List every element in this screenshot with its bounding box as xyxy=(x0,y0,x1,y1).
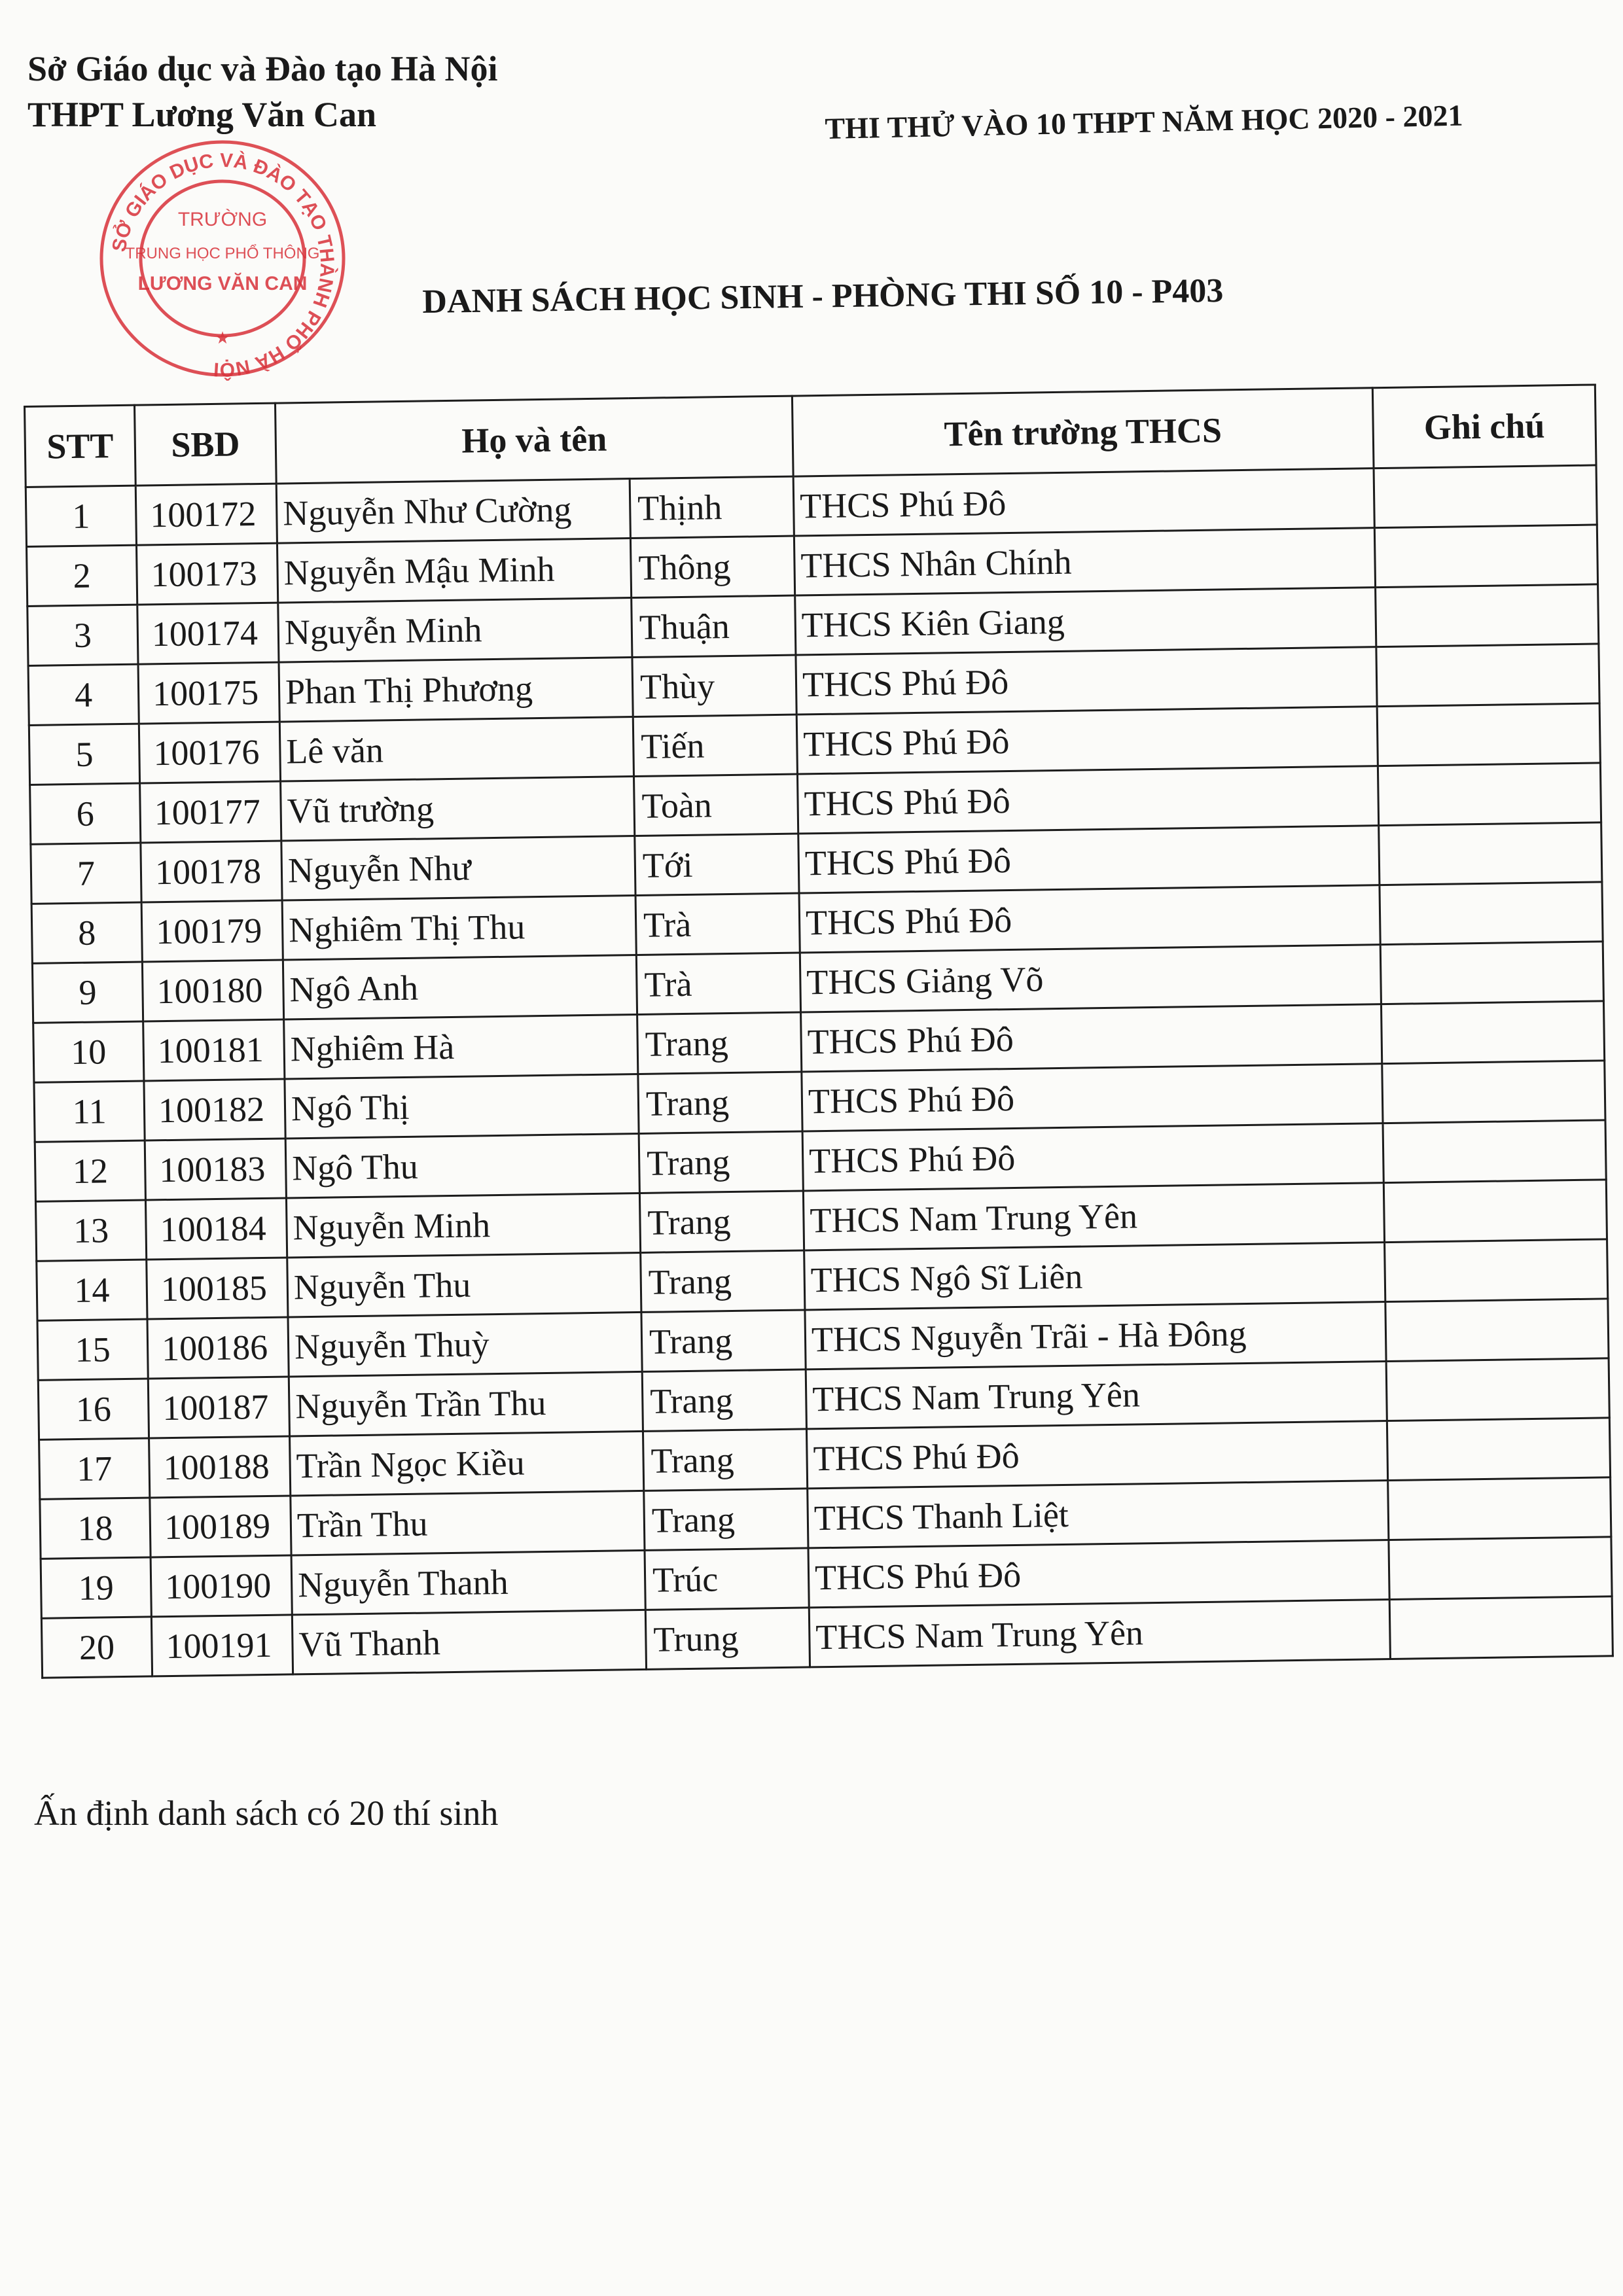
cell-stt: 14 xyxy=(37,1260,147,1320)
cell-last-name: Trà xyxy=(636,953,800,1014)
cell-note xyxy=(1383,1120,1606,1183)
cell-sbd: 100186 xyxy=(147,1317,289,1379)
cell-stt: 10 xyxy=(33,1021,144,1082)
cell-note xyxy=(1378,763,1601,826)
header-left xyxy=(27,46,497,137)
school-stamp xyxy=(85,128,360,389)
cell-stt: 13 xyxy=(35,1200,146,1261)
cell-stt: 4 xyxy=(28,664,139,725)
cell-school: THCS Phú Đô xyxy=(801,1004,1382,1072)
header-stt: STT xyxy=(25,405,136,487)
cell-note xyxy=(1389,1597,1613,1659)
cell-first-name: Phan Thị Phương xyxy=(279,658,633,722)
cell-school: THCS Kiên Giang xyxy=(795,588,1376,655)
header-note: Ghi chú xyxy=(1372,385,1596,468)
cell-last-name: Trang xyxy=(641,1310,806,1371)
cell-stt: 12 xyxy=(35,1140,145,1201)
cell-sbd: 100173 xyxy=(136,543,277,605)
cell-note xyxy=(1385,1239,1608,1302)
cell-stt: 19 xyxy=(41,1557,151,1618)
cell-first-name: Nghiêm Thị Thu xyxy=(282,896,636,961)
cell-first-name: Nguyễn Trần Thu xyxy=(289,1371,643,1436)
cell-note xyxy=(1374,465,1597,528)
cell-school: THCS Phú Đô xyxy=(799,885,1380,953)
cell-sbd: 100183 xyxy=(145,1139,286,1200)
cell-school: THCS Nam Trung Yên xyxy=(806,1362,1387,1429)
cell-sbd: 100189 xyxy=(150,1496,291,1557)
stamp-line-1: TRƯỜNG xyxy=(177,209,268,230)
cell-stt: 15 xyxy=(37,1319,148,1380)
cell-sbd: 100179 xyxy=(141,900,283,962)
cell-last-name: Trung xyxy=(645,1608,810,1669)
cell-first-name: Nghiêm Hà xyxy=(284,1015,638,1080)
cell-note xyxy=(1376,644,1599,707)
table-body xyxy=(26,465,1613,1678)
cell-first-name: Nguyễn Thuỳ xyxy=(288,1312,642,1377)
cell-stt: 7 xyxy=(31,843,141,904)
cell-last-name: Trang xyxy=(644,1489,808,1550)
cell-last-name: Thông xyxy=(630,536,794,597)
cell-school: THCS Thanh Liệt xyxy=(808,1481,1389,1548)
cell-first-name: Nguyễn Minh xyxy=(286,1193,640,1258)
cell-first-name: Trần Thu xyxy=(291,1491,645,1555)
cell-school: THCS Phú Đô xyxy=(806,1421,1387,1489)
cell-stt: 3 xyxy=(27,605,138,665)
cell-sbd: 100187 xyxy=(148,1377,289,1438)
cell-stt: 11 xyxy=(34,1081,145,1142)
cell-school: THCS Nguyễn Trãi - Hà Đông xyxy=(805,1302,1386,1369)
footer-note: Ấn định danh sách có 20 thí sinh xyxy=(34,1793,499,1833)
cell-first-name: Nguyễn Thu xyxy=(287,1252,641,1317)
cell-note xyxy=(1374,525,1597,588)
cell-sbd: 100175 xyxy=(138,662,279,724)
cell-sbd: 100185 xyxy=(147,1258,288,1319)
cell-note xyxy=(1379,822,1602,885)
cell-sbd: 100191 xyxy=(151,1615,293,1676)
cell-sbd: 100182 xyxy=(144,1079,285,1140)
department-name: Sở Giáo dục và Đào tạo Hà Nội xyxy=(27,49,498,88)
cell-note xyxy=(1380,942,1603,1004)
cell-sbd: 100180 xyxy=(142,960,283,1021)
stamp-star-icon: ★ xyxy=(215,328,230,347)
cell-first-name: Ngô Anh xyxy=(283,955,637,1020)
cell-stt: 9 xyxy=(32,962,143,1023)
cell-sbd: 100184 xyxy=(145,1198,287,1260)
stamp-ring-text: SỞ GIÁO DỤC VÀ ĐÀO TẠO THÀNH PHỐ HÀ NỘI xyxy=(108,149,338,381)
cell-note xyxy=(1382,1061,1605,1123)
cell-last-name: Trang xyxy=(638,1072,802,1133)
cell-school: THCS Phú Đô xyxy=(796,647,1377,715)
header-school: Tên trường THCS xyxy=(792,388,1374,476)
cell-last-name: Tiến xyxy=(633,715,797,776)
student-table xyxy=(24,383,1614,1678)
cell-sbd: 100172 xyxy=(135,484,277,545)
cell-stt: 20 xyxy=(41,1617,152,1678)
cell-school: THCS Phú Đô xyxy=(798,826,1380,893)
cell-last-name: Trang xyxy=(637,1012,802,1074)
cell-stt: 5 xyxy=(29,724,139,785)
cell-school: THCS Phú Đô xyxy=(796,707,1378,774)
cell-last-name: Trúc xyxy=(645,1548,809,1610)
list-title: DANH SÁCH HỌC SINH - PHÒNG THI SỐ 10 - P403 xyxy=(422,272,1224,321)
cell-first-name: Nguyễn Như xyxy=(281,836,635,901)
cell-note xyxy=(1376,584,1599,647)
cell-last-name: Thuận xyxy=(632,595,796,657)
cell-sbd: 100176 xyxy=(139,722,280,783)
stamp-line-2: TRUNG HỌC PHỔ THÔNG xyxy=(125,245,320,262)
cell-note xyxy=(1380,882,1603,945)
cell-last-name: Tới xyxy=(635,834,799,895)
cell-stt: 1 xyxy=(26,486,136,546)
cell-note xyxy=(1377,703,1600,766)
cell-school: THCS Phú Đô xyxy=(808,1540,1389,1608)
cell-first-name: Nguyễn Như Cường xyxy=(276,479,630,544)
header-name: Họ và tên xyxy=(275,396,793,484)
cell-stt: 16 xyxy=(38,1379,149,1439)
cell-school: THCS Ngô Sĩ Liên xyxy=(804,1243,1385,1310)
cell-note xyxy=(1383,1180,1607,1243)
cell-note xyxy=(1387,1418,1610,1481)
cell-note xyxy=(1389,1537,1612,1600)
cell-first-name: Ngô Thu xyxy=(285,1133,639,1198)
cell-first-name: Lê văn xyxy=(279,717,633,782)
cell-note xyxy=(1381,1001,1604,1064)
cell-first-name: Vũ trường xyxy=(281,777,635,841)
school-name: THPT Lương Văn Can xyxy=(27,95,376,134)
cell-first-name: Ngô Thị xyxy=(285,1074,639,1139)
header-sbd: SBD xyxy=(135,403,277,486)
cell-first-name: Nguyễn Mậu Minh xyxy=(277,539,631,603)
cell-stt: 18 xyxy=(40,1498,151,1559)
cell-school: THCS Phú Đô xyxy=(793,468,1374,536)
cell-stt: 8 xyxy=(31,902,142,963)
cell-stt: 2 xyxy=(27,545,137,606)
cell-note xyxy=(1385,1299,1609,1362)
cell-last-name: Thùy xyxy=(632,655,796,716)
cell-school: THCS Phú Đô xyxy=(797,766,1378,834)
cell-sbd: 100177 xyxy=(140,781,281,843)
cell-stt: 6 xyxy=(30,783,141,844)
cell-sbd: 100178 xyxy=(141,841,282,902)
cell-school: THCS Phú Đô xyxy=(802,1064,1383,1131)
cell-last-name: Trang xyxy=(641,1250,805,1312)
cell-school: THCS Nam Trung Yên xyxy=(809,1600,1390,1667)
cell-last-name: Trang xyxy=(642,1369,806,1431)
cell-school: THCS Nam Trung Yên xyxy=(803,1183,1384,1250)
stamp-line-3: LƯƠNG VĂN CAN xyxy=(137,273,308,294)
cell-last-name: Trang xyxy=(643,1429,807,1491)
cell-last-name: Trà xyxy=(635,893,800,955)
cell-first-name: Nguyễn Minh xyxy=(278,598,632,663)
cell-note xyxy=(1386,1358,1609,1421)
exam-title: THI THỬ VÀO 10 THPT NĂM HỌC 2020 - 2021 xyxy=(825,98,1463,145)
cell-school: THCS Giảng Võ xyxy=(800,945,1381,1012)
cell-first-name: Nguyễn Thanh xyxy=(291,1550,645,1615)
cell-sbd: 100174 xyxy=(137,603,279,664)
cell-last-name: Toàn xyxy=(634,774,798,836)
cell-sbd: 100190 xyxy=(151,1555,292,1617)
cell-school: THCS Nhân Chính xyxy=(794,528,1375,595)
cell-school: THCS Phú Đô xyxy=(802,1123,1383,1191)
student-table-wrapper xyxy=(24,383,1612,1678)
cell-last-name: Trang xyxy=(639,1131,803,1193)
cell-stt: 17 xyxy=(39,1438,150,1499)
cell-note xyxy=(1388,1477,1611,1540)
cell-sbd: 100188 xyxy=(149,1436,291,1498)
cell-first-name: Vũ Thanh xyxy=(292,1610,646,1674)
cell-first-name: Trần Ngọc Kiều xyxy=(290,1431,644,1496)
cell-sbd: 100181 xyxy=(143,1019,285,1081)
cell-last-name: Thịnh xyxy=(630,476,794,538)
cell-last-name: Trang xyxy=(639,1191,804,1252)
